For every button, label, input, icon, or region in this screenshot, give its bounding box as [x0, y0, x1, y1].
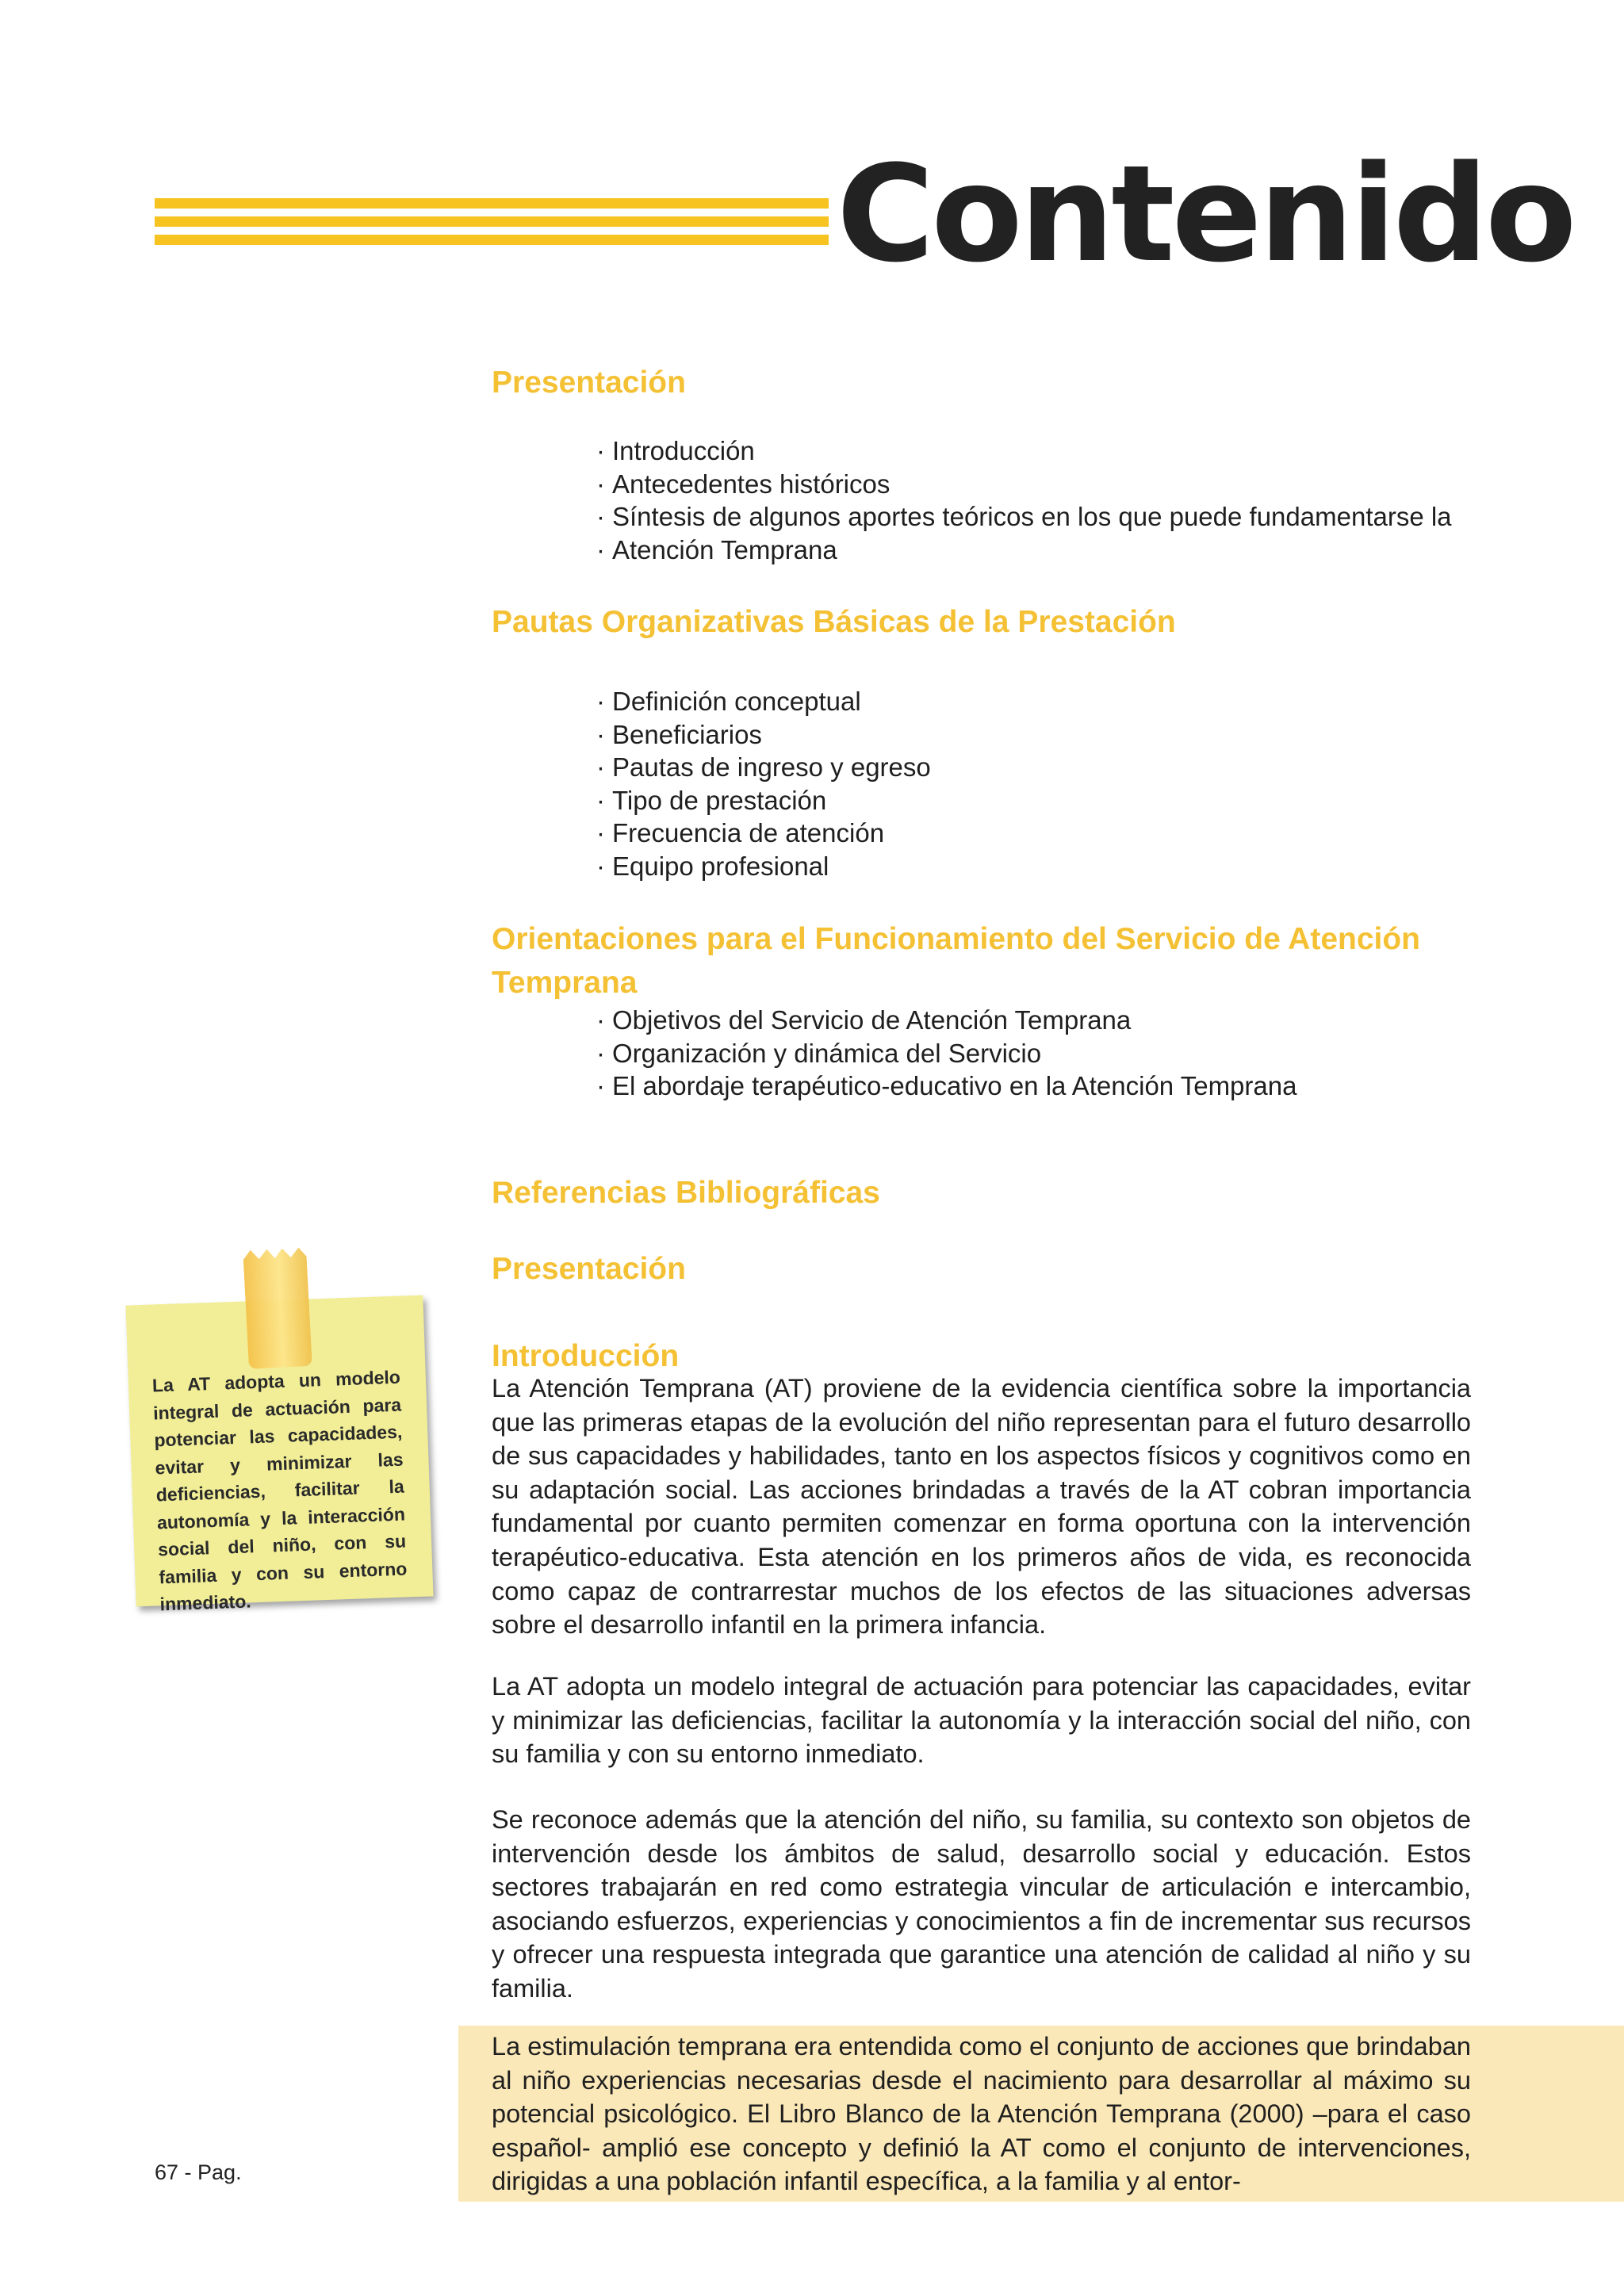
section-list-pautas [596, 685, 931, 882]
decoration-line [155, 216, 829, 227]
paragraph-red: Se reconoce además que la atención del niño, su familia, su contexto son objetos de intervención desde los ámbitos de salud, desarrollo social y educación. Estos sectores trabajarán en red como estrategia vincular de articulación e intercambio, asociando esfuerzos, experiencias y conocimientos a fin de incrementar sus recursos y ofrecer una respuesta integrada que garantice una atención de calidad al niño y su familia. [492, 1805, 1471, 2003]
list-item: · Frecuencia de atención [596, 818, 885, 848]
list-item: · Atención Temprana [596, 534, 837, 564]
page-title: Contenido [837, 136, 1574, 292]
paragraph-intro: La Atención Temprana (AT) proviene de la evidencia científica sobre la importancia que las primeras etapas de la evolución del niño representan para el futuro desarrollo de sus capacidades y habilidades, tanto en los aspectos físicos y cognitivos como en su adaptación social. Las acciones brindadas a través de la AT cobran importancia fundamental por cuanto permiten comenzar en forma oportuna con la intervención terapéutico-educativa. Esta atención en los primeros años de vida, es reconocida como capaz de contrarrestar muchos de los efectos de las situaciones adversas sobre el desarrollo infantil en la primera infancia. [492, 1374, 1471, 1640]
list-item: · Pautas de ingreso y egreso [596, 752, 931, 782]
section-list-orientaciones [596, 1004, 1297, 1103]
decoration-line [155, 235, 829, 245]
list-item: · Tipo de prestación [596, 785, 827, 815]
section-heading-presentacion-body: Presentación [492, 1252, 686, 1286]
list-item: · Equipo profesional [596, 851, 829, 881]
paragraph-estimulacion: La estimulación temprana era entendida como el conjunto de acciones que brindaban al niño experiencias necesarias desde el nacimiento para desarrollar al máximo su potencial psicológico. El Libro Blanco de la Atención Temprana (2000) –para el caso español- amplió ese concepto y definió la AT como el conjunto de intervenciones, dirigidas a una población infantil específica, a la familia y al entor- [492, 2032, 1471, 2196]
list-item: · El abordaje terapéutico-educativo en la Atención Temprana [596, 1071, 1297, 1100]
page-number: 67 - Pag. [155, 2160, 242, 2184]
list-item: · Síntesis de algunos aportes teóricos en los que puede fundamentarse la [596, 502, 1452, 531]
sticky-note-text: La AT adopta un modelo integral de actuación para potenciar las capacidades, evitar y minimizar las deficiencias, facilitar la autonomía y la interacción social del niño, con su familia y con su entorno inmediato. [151, 1366, 408, 1615]
section-heading-referencias: Referencias Bibliográficas [492, 1176, 880, 1210]
list-item: · Introducción [596, 436, 755, 465]
decoration-line [155, 198, 829, 209]
section-heading-introduccion: Introducción [492, 1339, 680, 1373]
section-heading-presentacion: Presentación [492, 365, 686, 400]
section-heading-pautas: Pautas Organizativas Básicas de la Prestación [492, 605, 1176, 639]
title-decoration-lines [155, 198, 829, 253]
list-item: · Organización y dinámica del Servicio [596, 1038, 1042, 1068]
section-list-presentacion [596, 434, 1452, 566]
tape-strip [243, 1247, 312, 1369]
list-item: · Antecedentes históricos [596, 469, 891, 499]
list-item: · Objetivos del Servicio de Atención Temprana [596, 1005, 1132, 1035]
list-item: · Definición conceptual [596, 687, 861, 716]
section-heading-orientaciones: Orientaciones para el Funcionamiento del Servicio de Atención Temprana [492, 922, 1421, 1000]
paragraph-modelo: La AT adopta un modelo integral de actuación para potenciar las capacidades, evitar y minimizar las deficiencias, facilitar la autonomía y la interacción social del niño, con su familia y con su entorno inmediato. [492, 1672, 1471, 1769]
list-item: · Beneficiarios [596, 719, 762, 749]
